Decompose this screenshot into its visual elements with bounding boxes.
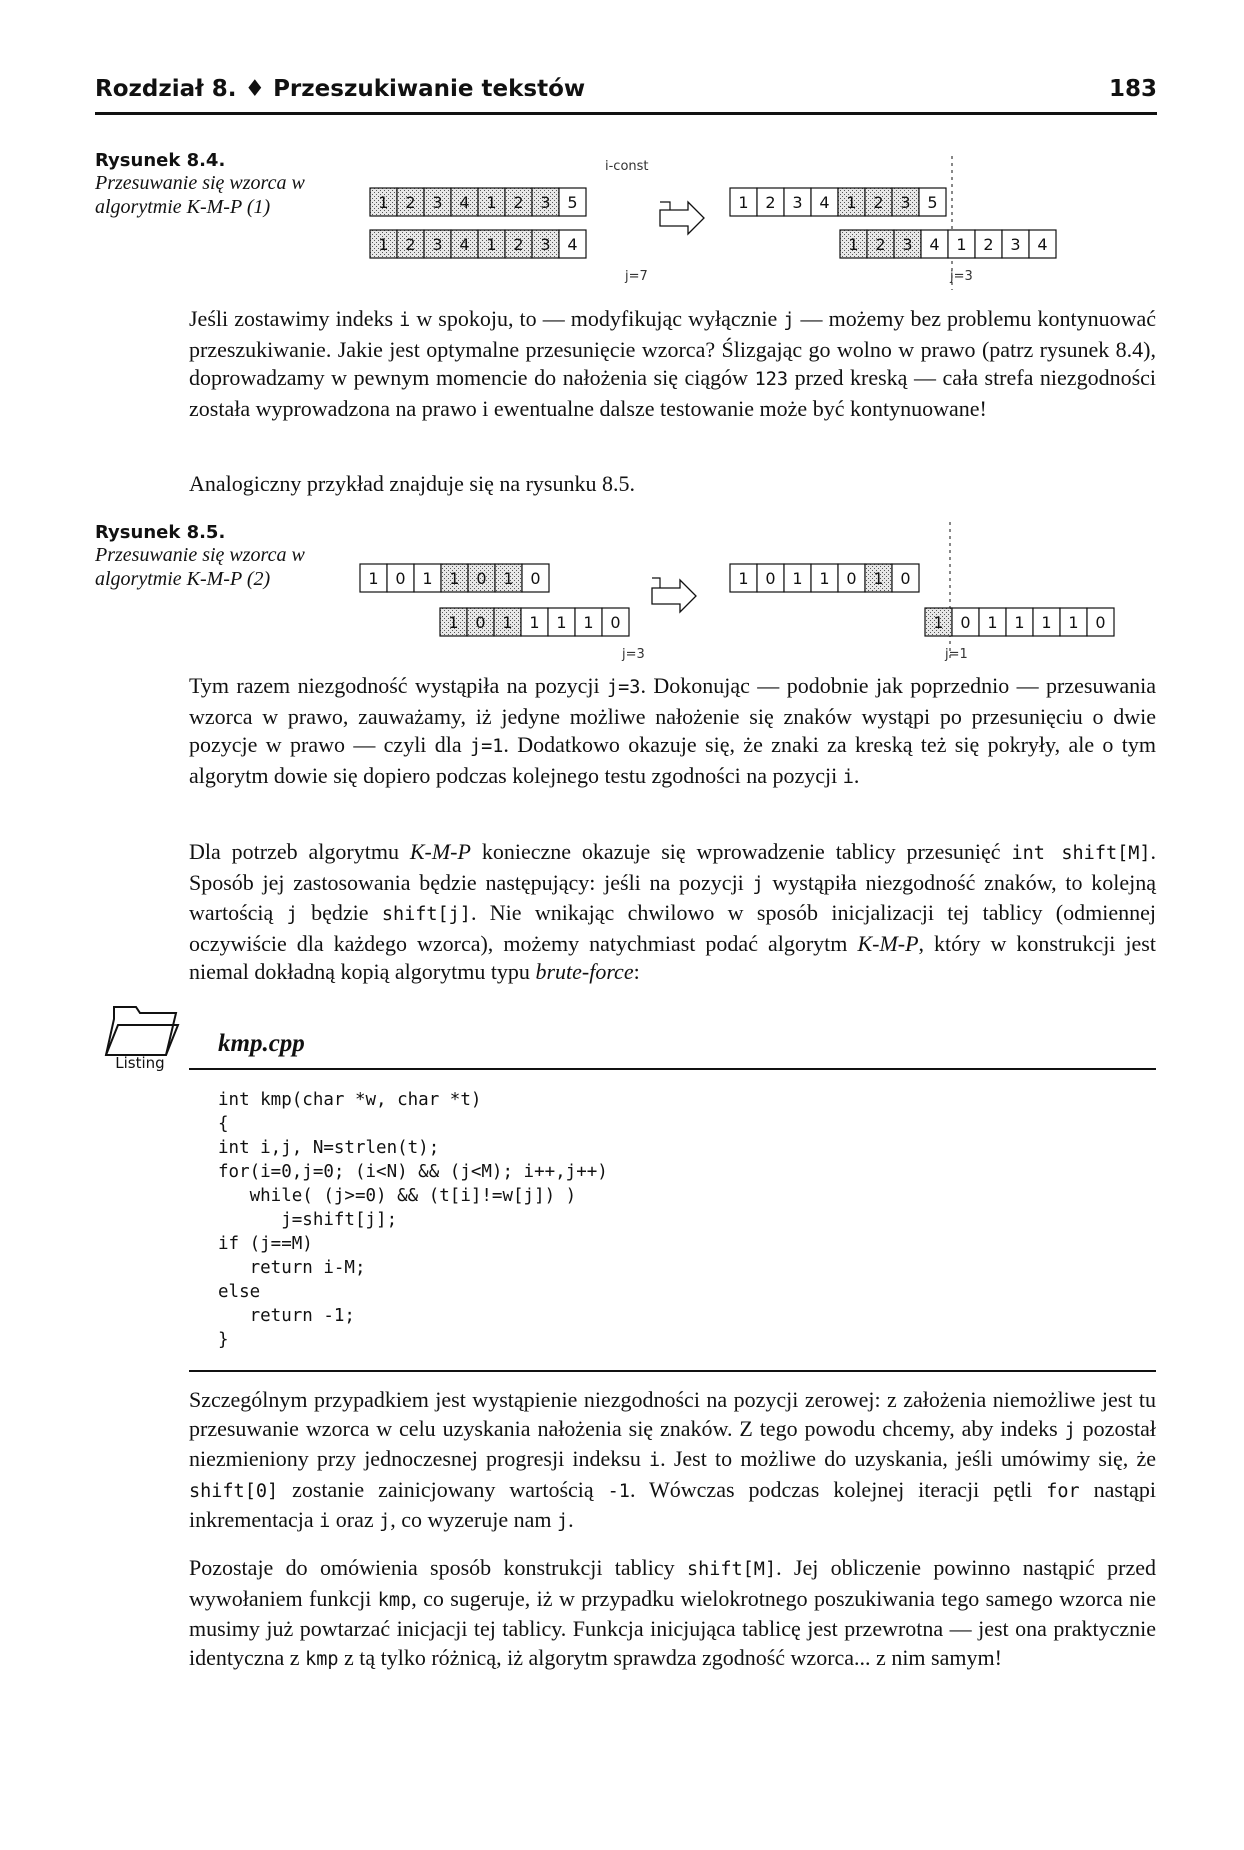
cell-value: 0	[900, 569, 911, 588]
figure-caption-text: Przesuwanie się wzorca w algorytmie K-M-P (2)	[95, 544, 305, 590]
text-row-left	[360, 564, 549, 592]
cell-value: 3	[540, 235, 551, 254]
cell-value: 4	[819, 193, 830, 212]
j-label-right: j=1	[945, 647, 968, 662]
pattern-row-right	[840, 230, 1056, 258]
cell-value: 3	[432, 235, 443, 254]
cell-value: 4	[459, 193, 470, 212]
pattern-row-left	[440, 608, 629, 636]
pattern-row-left	[370, 230, 586, 258]
cell-value: 5	[927, 193, 938, 212]
cell-value: 0	[1095, 613, 1106, 632]
cell-value: 1	[378, 193, 389, 212]
cell-value: 0	[765, 569, 776, 588]
running-header	[95, 76, 1157, 115]
cell-value: 0	[476, 569, 487, 588]
figure-caption-8-5	[95, 522, 325, 591]
cell-value: 0	[475, 613, 486, 632]
cell-value: 1	[873, 569, 884, 588]
cell-value: 3	[540, 193, 551, 212]
cell-value: 1	[846, 193, 857, 212]
cell-value: 1	[792, 569, 803, 588]
figure-8-4-svg	[340, 150, 1160, 292]
cell-value: 1	[368, 569, 379, 588]
cell-value: 1	[738, 193, 749, 212]
code-j3: j=3	[607, 677, 641, 698]
cell-value: 1	[1068, 613, 1079, 632]
cell-value: 0	[610, 613, 621, 632]
j-label-left: j=7	[625, 269, 648, 284]
cell-value: 3	[902, 235, 913, 254]
cell-value: 1	[448, 613, 459, 632]
cell-value: 3	[432, 193, 443, 212]
cell-value: 3	[792, 193, 803, 212]
paragraph-1: Jeśli zostawimy indeks i w spokoju, to — modyfikując wyłącznie j — możemy bez problemu kontynuować przeszukiwanie. Jakie jest optymalne przesunięcie wzorca? Ślizgając go wolno w prawo (patrz rysunek 8.4), doprowadzamy w pewnym momencie do nałożenia się ciągów 123 przed kreską — cała strefa niezgodności została wyprowadzona na prawo i ewentualne dalsze testowanie może być kontynuowane!	[189, 306, 1157, 421]
code-listing: int kmp(char *w, char *t) { int i,j, N=strlen(t); for(i=0,j=0; (i<N) && (j<M); i++,j++) while( (j>=0) && (t[i]!=w[j]) ) j=shift[j]; if (j==M) return i-M; else return -1; }	[218, 1090, 608, 1350]
paragraph-2: Analogiczny przykład znajduje się na rysunku 8.5.	[189, 471, 635, 496]
code-j1: j=1	[470, 736, 504, 757]
listing-bottom-rule	[189, 1370, 1156, 1372]
cell-value: 2	[405, 235, 416, 254]
cell-value: 0	[530, 569, 541, 588]
cell-value: 1	[848, 235, 859, 254]
cell-value: 1	[1041, 613, 1052, 632]
arrow-icon	[660, 202, 704, 234]
cell-value: 1	[502, 613, 513, 632]
cell-value: 1	[486, 193, 497, 212]
cell-value: 1	[1014, 613, 1025, 632]
paragraph-3: Tym razem niezgodność wystąpiła na pozycji j=3. Dokonując — podobnie jak poprzednio — przesuwania wzorca w prawo, zauważamy, iż jedyne możliwe nałożenie się znaków wystąpi po przesunięciu o dwie pozycje w prawo — czyli dla j=1. Dodatkowo okazuje się, że znaki za kreską też się pokryły, ale o tym algorytm dowie się dopiero podczas kolejnego testu zgodności na pozycji i.	[189, 673, 1157, 788]
text-row-right	[730, 564, 919, 592]
code-j: j	[783, 310, 795, 331]
figure-caption-8-4	[95, 150, 325, 219]
cell-value: 4	[1037, 235, 1048, 254]
cell-value: 1	[583, 613, 594, 632]
figure-caption-text: Przesuwanie się wzorca w algorytmie K-M-P (1)	[95, 172, 305, 218]
paragraph-6: Pozostaje do omówienia sposób konstrukcji tablicy shift[M]. Jej obliczenie powinno nastąpić przed wywołaniem funkcji kmp, co sugeruje, iż w przypadku wielokrotnego poszukiwania tego samego wzorca nie musimy już powtarzać inicjacji tej tablicy. Funkcja inicjująca tablicę jest przewrotna — jest ona praktycznie identyczna z kmp z tą tylko różnicą, iż algorytm sprawdza zgodność wzorca... z nim samym!	[189, 1555, 1156, 1670]
figure-8-4-diagram	[340, 150, 1160, 292]
code-shift-decl: int shift[M]	[1011, 843, 1151, 864]
cell-value: 1	[956, 235, 967, 254]
text-row-right	[730, 188, 946, 216]
cell-value: 1	[529, 613, 540, 632]
cell-value: 2	[983, 235, 994, 254]
cell-value: 2	[765, 193, 776, 212]
code-123: 123	[754, 369, 789, 390]
pattern-row-right	[925, 608, 1114, 636]
cell-value: 0	[846, 569, 857, 588]
code-i: i	[842, 766, 854, 788]
cell-value: 0	[395, 569, 406, 588]
cell-value: 1	[486, 235, 497, 254]
cell-value: 1	[503, 569, 514, 588]
figure-8-5-svg	[340, 522, 1160, 662]
code-i: i	[399, 310, 411, 331]
cell-value: 3	[900, 193, 911, 212]
cell-value: 2	[513, 235, 524, 254]
cell-value: 1	[987, 613, 998, 632]
j-label-left: j=3	[622, 647, 645, 662]
cell-value: 2	[513, 193, 524, 212]
paragraph-5: Szczególnym przypadkiem jest wystąpienie niezgodności na pozycji zerowej: z założenia niemożliwe jest tu przesuwanie wzorca w celu uzyskania nałożenia się znaków. Z tego powodu chcemy, aby indeks j pozostał niezmieniony przy jednoczesnej progresji indeksu i. Jest to możliwe do uzyskania, jeśli umówimy się, że shift[0] zostanie zainicjowany wartością -1. Wówczas podczas kolejnej iteracji pętli for nastąpi inkrementacja i oraz j, co wyzeruje nam j.	[189, 1387, 1156, 1532]
figure-8-4-diagram	[340, 522, 1160, 662]
cell-value: 1	[738, 569, 749, 588]
listing-title: kmp.cpp	[218, 1030, 305, 1057]
cell-value: 1	[422, 569, 433, 588]
figure-label: Rysunek 8.4.	[95, 150, 226, 171]
chapter-title: Rozdział 8. ♦ Przeszukiwanie tekstów	[95, 76, 586, 102]
cell-value: 4	[459, 235, 470, 254]
listing-label: Listing	[115, 1054, 165, 1072]
cell-value: 1	[378, 235, 389, 254]
cell-value: 1	[556, 613, 567, 632]
arrow-icon	[652, 580, 696, 612]
cell-value: 2	[405, 193, 416, 212]
page-number: 183	[1108, 76, 1157, 102]
cell-value: 3	[1010, 235, 1021, 254]
j-label-right: j=3	[950, 269, 973, 284]
cell-value: 1	[933, 613, 944, 632]
listing-top-rule	[189, 1068, 1156, 1070]
cell-value: 0	[960, 613, 971, 632]
cell-value: 1	[449, 569, 460, 588]
figure-label: Rysunek 8.5.	[95, 522, 226, 543]
cell-value: 4	[929, 235, 940, 254]
cell-value: 1	[819, 569, 830, 588]
cell-value: 2	[873, 193, 884, 212]
text-row-left	[370, 188, 586, 216]
cell-value: 2	[875, 235, 886, 254]
cell-value: 5	[567, 193, 578, 212]
i-const-label: i-const	[605, 159, 649, 174]
paragraph-4: Dla potrzeb algorytmu K-M-P konieczne okazuje się wprowadzenie tablicy przesunięć int shift[M]. Sposób jej zastosowania będzie następujący: jeśli na pozycji j wystąpiła niezgodność znaków, to kolejną wartością j będzie shift[j]. Nie wnikając chwilowo w sposób inicjalizacji tej tablicy (odmiennej oczywiście dla każdego wzorca), możemy natychmiast podać algorytm K-M-P, który w konstrukcji jest niemal dokładną kopią algorytmu typu brute-force:	[189, 839, 1157, 984]
cell-value: 4	[567, 235, 578, 254]
